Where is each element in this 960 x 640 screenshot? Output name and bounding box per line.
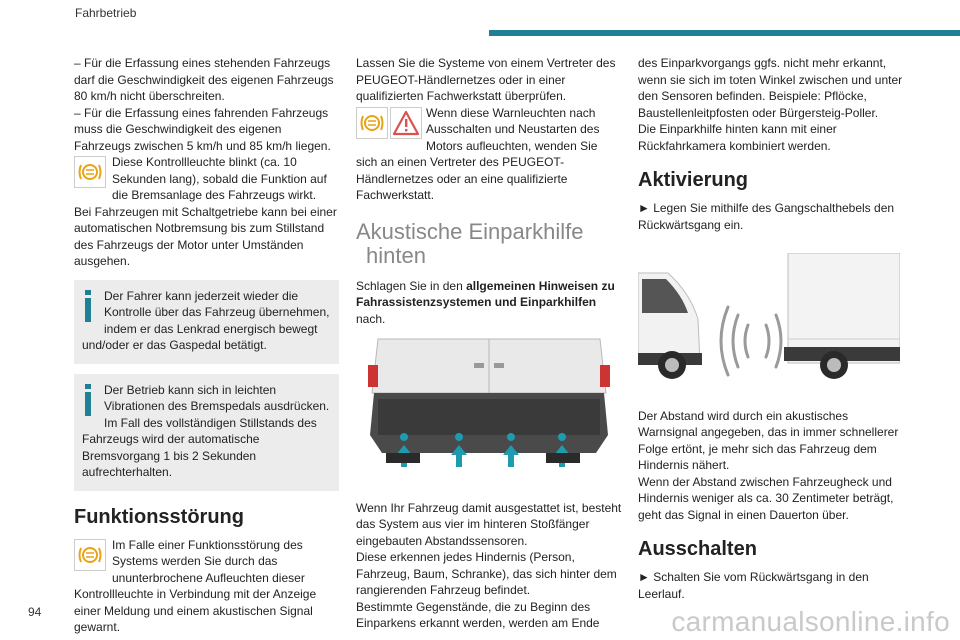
brake-warning-icon	[74, 539, 106, 571]
rear-sensor-illustration	[356, 335, 622, 485]
info-text: Der Betrieb kann sich in leichten Vibrationen des Bremspedals ausdrücken. Im Fall des vollständigen Stillstands des Fahrzeugs wird der automatische Bremsvorgang 1 bis 2 Sekunden aufrechterhalten.	[82, 382, 330, 479]
running-header: Fahrbetrieb	[75, 6, 137, 20]
paragraph-reference	[356, 278, 622, 328]
info-box	[74, 374, 339, 491]
paragraph: Lassen Sie die Systeme von einem Vertreter des PEUGEOT-Händlernetzes oder in einer qualifizierten Fachwerkstatt überprüfen.	[356, 56, 616, 103]
ref-text: Schlagen Sie in den	[356, 278, 467, 293]
brake-warning-icon	[356, 107, 388, 139]
paragraph: Wenn diese Warnleuchten nach Ausschalten und Neustarten des Motors aufleuchten, wenden Sie sich an einen Vertreter des PEUGEOT-Händlernetzes oder an eine qualifizierte Fachwerkstatt.	[356, 105, 600, 202]
paragraph: Der Abstand wird durch ein akustisches Warnsignal angegeben, das in immer schnellerer Folge ertönt, je mehr sich das Fahrzeug dem Hindernis nähert.	[638, 408, 899, 472]
paragraph: Diese Kontrollleuchte blinkt (ca. 10 Sekunden lang), sobald die Funktion auf die Bremsanlage des Fahrzeugs wirkt.	[112, 155, 327, 202]
info-icon	[82, 290, 94, 322]
heading-line-2: hinten	[366, 242, 426, 268]
paragraph: Wenn der Abstand zwischen Fahrzeugheck und Hindernis weniger als ca. 30 Zentimeter beträgt, geht das Signal in einen Dauerton über.	[638, 474, 894, 522]
paragraph: Bestimmte Gegenstände, die zu Beginn des Einparkens erkannt werden, werden am Ende	[356, 599, 600, 630]
page-number: 94	[28, 605, 42, 619]
header-accent-bar	[489, 30, 960, 36]
section-heading-activation: Aktivierung	[638, 169, 749, 191]
column-3	[638, 55, 903, 602]
brake-warning-icon	[74, 156, 106, 188]
ref-bold: allgemeinen Hinweisen zu Fahrassistenzsystemen und Einparkhilfen	[356, 278, 615, 309]
column-1	[74, 55, 339, 636]
warning-triangle-icon	[390, 107, 422, 139]
paragraph: – Für die Erfassung eines fahrenden Fahrzeugs muss die Geschwindigkeit des eigenen Fahrzeugs zwischen 5 km/h und 85 km/h liegen.	[74, 105, 331, 153]
paragraph: ► Schalten Sie vom Rückwärtsgang in den Leerlauf.	[638, 570, 869, 601]
section-heading-fault: Funktionsstörung	[74, 505, 244, 528]
heading-line-1: Akustische Einparkhilfe	[356, 218, 584, 244]
column-2	[356, 55, 622, 632]
paragraph: Diese erkennen jedes Hindernis (Person, Fahrzeug, Baum, Schranke), das sich hinter dem rangierenden Fahrzeug befindet.	[356, 550, 617, 597]
section-heading-off: Ausschalten	[638, 538, 757, 560]
paragraph: Die Einparkhilfe hinten kann mit einer Rückfahrkamera kombiniert werden.	[638, 122, 837, 153]
section-heading-parking	[356, 220, 622, 268]
paragraph: ► Legen Sie mithilfe des Gangschalthebels den Rückwärtsgang ein.	[638, 201, 895, 232]
info-box	[74, 280, 339, 364]
paragraph: – Für die Erfassung eines stehenden Fahrzeugs darf die Geschwindigkeit des eigenen Fahrzeugs 80 km/h nicht überschreiten.	[74, 56, 334, 103]
paragraph: Bei Fahrzeugen mit Schaltgetriebe kann bei einer automatischen Notbremsung bis zum Stillstand des Fahrzeugs der Motor unter Umständen ausgehen.	[74, 204, 337, 268]
paragraph: Im Falle einer Funktionsstörung des Systems werden Sie durch das ununterbrochene Aufleuchten dieser Kontrollleuchte in Verbindung mit der Anzeige einer Meldung und einem akustischen Signal gewarnt.	[74, 537, 317, 634]
paragraph: des Einparkvorgangs ggfs. nicht mehr erkannt, wenn sie sich im toten Winkel zwischen und unter den Sensoren befinden. Beispiele: Pflöcke, Baustellenleitpfosten oder Bürgersteig-Poller.	[638, 56, 903, 120]
paragraph: Wenn Ihr Fahrzeug damit ausgestattet ist, besteht das System aus vier im hinteren Stoßfänger eingebauten Abstandssensoren.	[356, 500, 622, 548]
info-text: Der Fahrer kann jederzeit wieder die Kontrolle über das Fahrzeug übernehmen, indem er das Lenkrad energisch bewegt und/oder er das Gaspedal betätigt.	[82, 288, 330, 352]
van-reversing-illustration	[638, 253, 900, 393]
info-icon	[82, 384, 94, 416]
watermark: carmanualsonline.info	[671, 606, 950, 637]
ref-text: nach.	[356, 311, 386, 326]
